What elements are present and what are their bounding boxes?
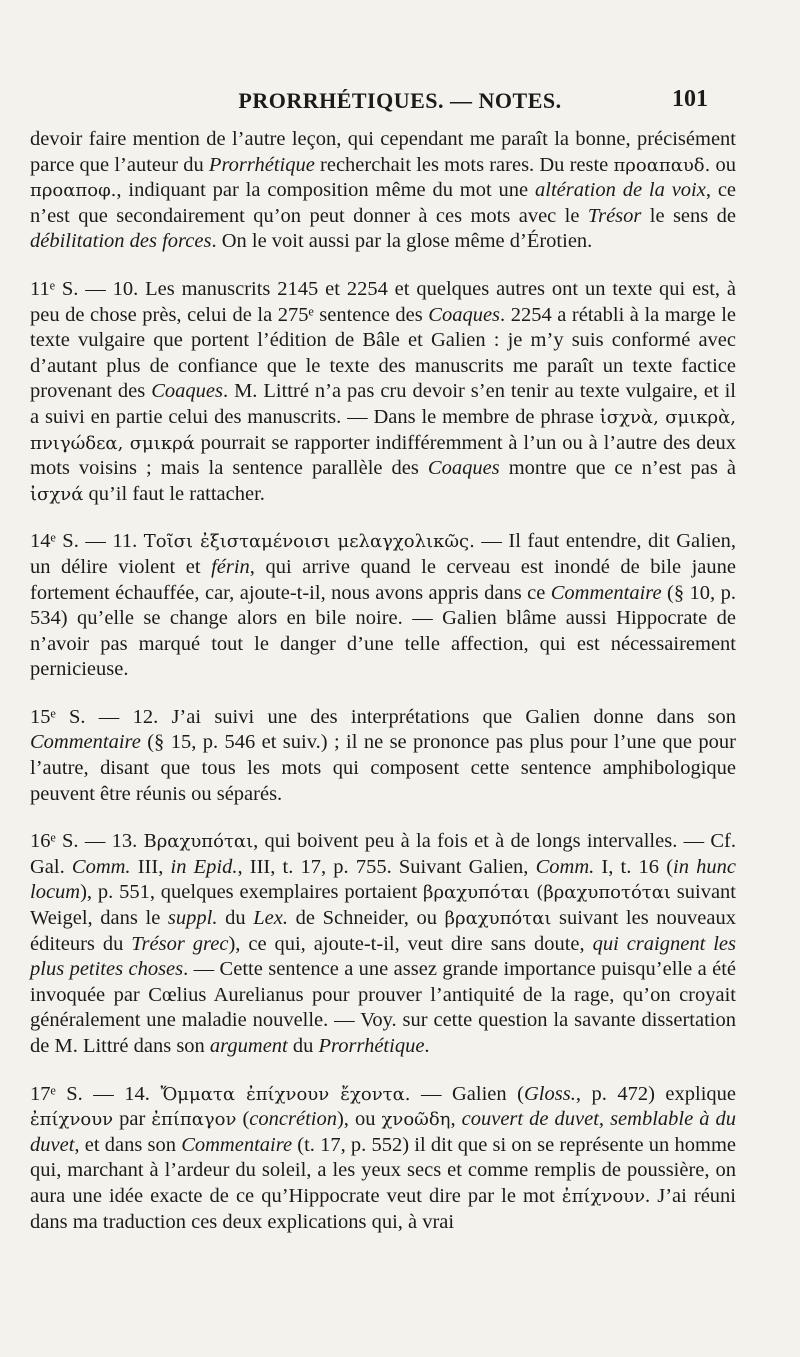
text-segment: de Schneider, ou	[287, 907, 445, 930]
paragraph-note-15	[30, 705, 736, 807]
page-header	[30, 88, 770, 118]
italic-text: qui craignent les plus petites choses	[30, 932, 736, 981]
text-segment: ), ce qui, ajoute-t-il, veut dire sans doute,	[228, 932, 593, 955]
text-segment: qu’il faut le rattacher.	[83, 482, 265, 505]
text-segment: 15ᵉ S. — 12.	[30, 705, 172, 728]
italic-text: Comm.	[535, 855, 595, 878]
italic-text: Lex.	[253, 907, 288, 930]
italic-text: Coaques	[428, 303, 501, 326]
text-segment: du	[287, 1035, 319, 1057]
text-segment: (§ 15, p. 546 et suiv.) ; il ne se prononce pas plus pour l’une que pour l’autre, disant que tous les mots qui composent cette sentence amphibologique peuvent être réunis ou séparés.	[30, 731, 736, 805]
text-segment: . 2254 a rétabli à la marge le texte vulgaire que portent l’édition de Bâle et Galien : je m’y suis conformé avec d’autant plus de confiance que le texte des manuscrits me paraît un texte factice provenant des	[30, 303, 736, 403]
italic-text: Comm.	[71, 855, 131, 878]
italic-text: Coaques	[151, 380, 223, 403]
text-segment: , III, t. 17, p. 755. Suivant Galien,	[237, 855, 536, 878]
italic-text: Trésor grec	[131, 932, 229, 955]
text-segment: suivant les nouveaux éditeurs du	[30, 907, 736, 955]
text-segment: . On le voit aussi par la glose même d’Érotien.	[211, 230, 593, 253]
text-segment: .	[424, 1035, 430, 1057]
greek-text: προαπαυδ.	[613, 154, 711, 176]
greek-text: ἐπίπαγον	[151, 1109, 237, 1131]
italic-text: suppl.	[167, 907, 218, 930]
italic-text: férin	[211, 555, 250, 578]
italic-text: Prorrhétique	[318, 1035, 425, 1057]
greek-text: χνοῶδη	[381, 1109, 451, 1131]
italic-text: altération de la voix	[535, 179, 706, 202]
text-segment: 14ᵉ S. — 11.	[30, 530, 144, 553]
paragraph-continuation	[30, 127, 736, 255]
italic-text: Coaques	[427, 457, 500, 480]
text-segment: , indiquant par la composition même du mot une	[116, 179, 535, 202]
italic-text: Commentaire	[181, 1133, 293, 1156]
italic-text: in Epid.	[170, 855, 238, 878]
greek-text: βραχυπόται	[444, 908, 552, 930]
italic-text: Trésor	[587, 204, 642, 227]
italic-text: Commentaire	[550, 581, 662, 604]
italic-text: concrétion	[249, 1108, 337, 1131]
text-segment: — Galien (	[410, 1082, 524, 1105]
italic-text: débilitation des forces	[30, 230, 212, 253]
italic-text: couvert de duvet, semblable à du duvet	[30, 1108, 736, 1156]
paragraph-note-14	[30, 529, 736, 683]
text-segment: 17ᵉ S. — 14.	[30, 1082, 161, 1105]
greek-text: Ὄμματα ἐπίχνουν ἔχοντα.	[160, 1083, 411, 1105]
text-segment: (t. 17, p. 552) il dit que si on se représente un homme qui, marchant à l’ardeur du soleil, a les yeux secs et comme remplis de poussière, on aura une idée exacte de ce qu’Hippocrate veut dire par le mot	[30, 1133, 736, 1207]
greek-text: προαποφ.	[30, 180, 117, 202]
greek-text: Βραχυπόται	[143, 831, 254, 853]
greek-text: ἐπίχνουν	[30, 1109, 114, 1131]
text-segment: , ce n’est que secondairement qu’on peut donner à ces mots avec le	[30, 179, 737, 227]
text-segment: 11ᵉ S. — 10.	[30, 277, 146, 300]
text-segment: . J’ai réuni dans ma traduction ces deux explications qui, à vrai	[30, 1184, 736, 1233]
greek-text: ἰσχνὰ, σμικρὰ, πνιγώδεα, σμικρά	[30, 406, 736, 454]
text-segment: . M. Littré n’a pas cru devoir s’en tenir au texte vulgaire, et il a suivi en partie celui des manuscrits. — Dans le membre de phrase	[30, 380, 736, 428]
text-segment: du	[217, 907, 254, 930]
text-segment: , qui boivent peu à la fois et à de longs intervalles. — Cf. Gal.	[30, 830, 736, 878]
text-segment: montre que ce n’est pas à	[499, 457, 736, 480]
greek-text: Τοῖσι ἐξισταμένοισι μελαγχολικῶς.	[143, 531, 475, 553]
text-segment: I, t. 16 (	[594, 855, 674, 878]
italic-text: argument	[209, 1035, 288, 1057]
italic-text: Commentaire	[30, 731, 141, 754]
text-segment: . — Cette sentence a une assez grande importance puisqu’elle a été invoquée par Cœlius Aurelianus pour prouver l’antiquité de la rage, qu’on croyait généralement une maladie nouvelle. — Voy. sur cette question la savante dissertation de M. Littré dans son	[30, 958, 736, 1057]
text-segment: ,	[450, 1108, 462, 1131]
text-segment: devoir faire mention de l’autre leçon, qui cependant me paraît la bonne, précisément parce que l’auteur du	[30, 128, 736, 176]
text-segment: 16ᵉ S. — 13.	[30, 830, 144, 853]
italic-text: Prorrhétique	[208, 153, 315, 176]
text-segment: — Il faut entendre, dit Galien, un délire violent et	[30, 530, 736, 578]
page-number: 101	[672, 86, 708, 112]
text-segment: ), ou	[336, 1108, 382, 1131]
text-segment: III,	[130, 855, 171, 878]
paragraph-note-17	[30, 1082, 736, 1236]
text-segment: ), p. 551, quelques exemplaires portaient	[80, 881, 424, 904]
running-title: PRORRHÉTIQUES. — NOTES.	[238, 88, 562, 113]
text-segment: , p. 472) explique	[575, 1082, 737, 1105]
paragraph-note-16	[30, 829, 736, 1059]
text-segment: ou	[710, 153, 737, 176]
text-segment: le sens de	[641, 204, 736, 227]
text-body	[30, 127, 736, 1235]
italic-text: in hunc locum	[30, 855, 736, 904]
text-segment: (§ 10, p. 534) qu’elle se change alors en bile noire. — Galien blâme aussi Hippocrate de n’avoir pas marqué tout le danger d’une telle affection, qui est nécessairement pernicieuse.	[30, 581, 736, 681]
paragraph-note-11	[30, 277, 736, 507]
text-segment: recherchait les mots rares. Du reste	[314, 153, 614, 176]
greek-text: ἰσχνά	[30, 483, 84, 505]
text-segment: pourrait se rapporter indifféremment à l’un ou à l’autre des deux mots voisins ; mais la sentence parallèle des	[30, 431, 736, 480]
text-segment: suivant Weigel, dans le	[30, 881, 736, 930]
text-segment: (	[236, 1108, 250, 1131]
text-segment: J’ai suivi une des interprétations que Galien donne dans son	[171, 705, 736, 728]
text-segment: , et dans son	[74, 1133, 182, 1156]
greek-text: βραχυπόται (βραχυποτόται	[423, 882, 671, 904]
text-segment: , qui arrive quand le cerveau est inondé de bile jaune fortement échauffée, car, ajoute-t-il, nous avons appris dans ce	[30, 555, 736, 604]
text-segment: par	[113, 1108, 152, 1131]
italic-text: Gloss.	[523, 1082, 576, 1105]
greek-text: ἐπίχνουν	[561, 1185, 646, 1207]
text-segment: Les manuscrits 2145 et 2254 et quelques autres ont un texte qui est, à peu de chose près, celui de la 275ᵉ sentence des	[30, 277, 736, 326]
